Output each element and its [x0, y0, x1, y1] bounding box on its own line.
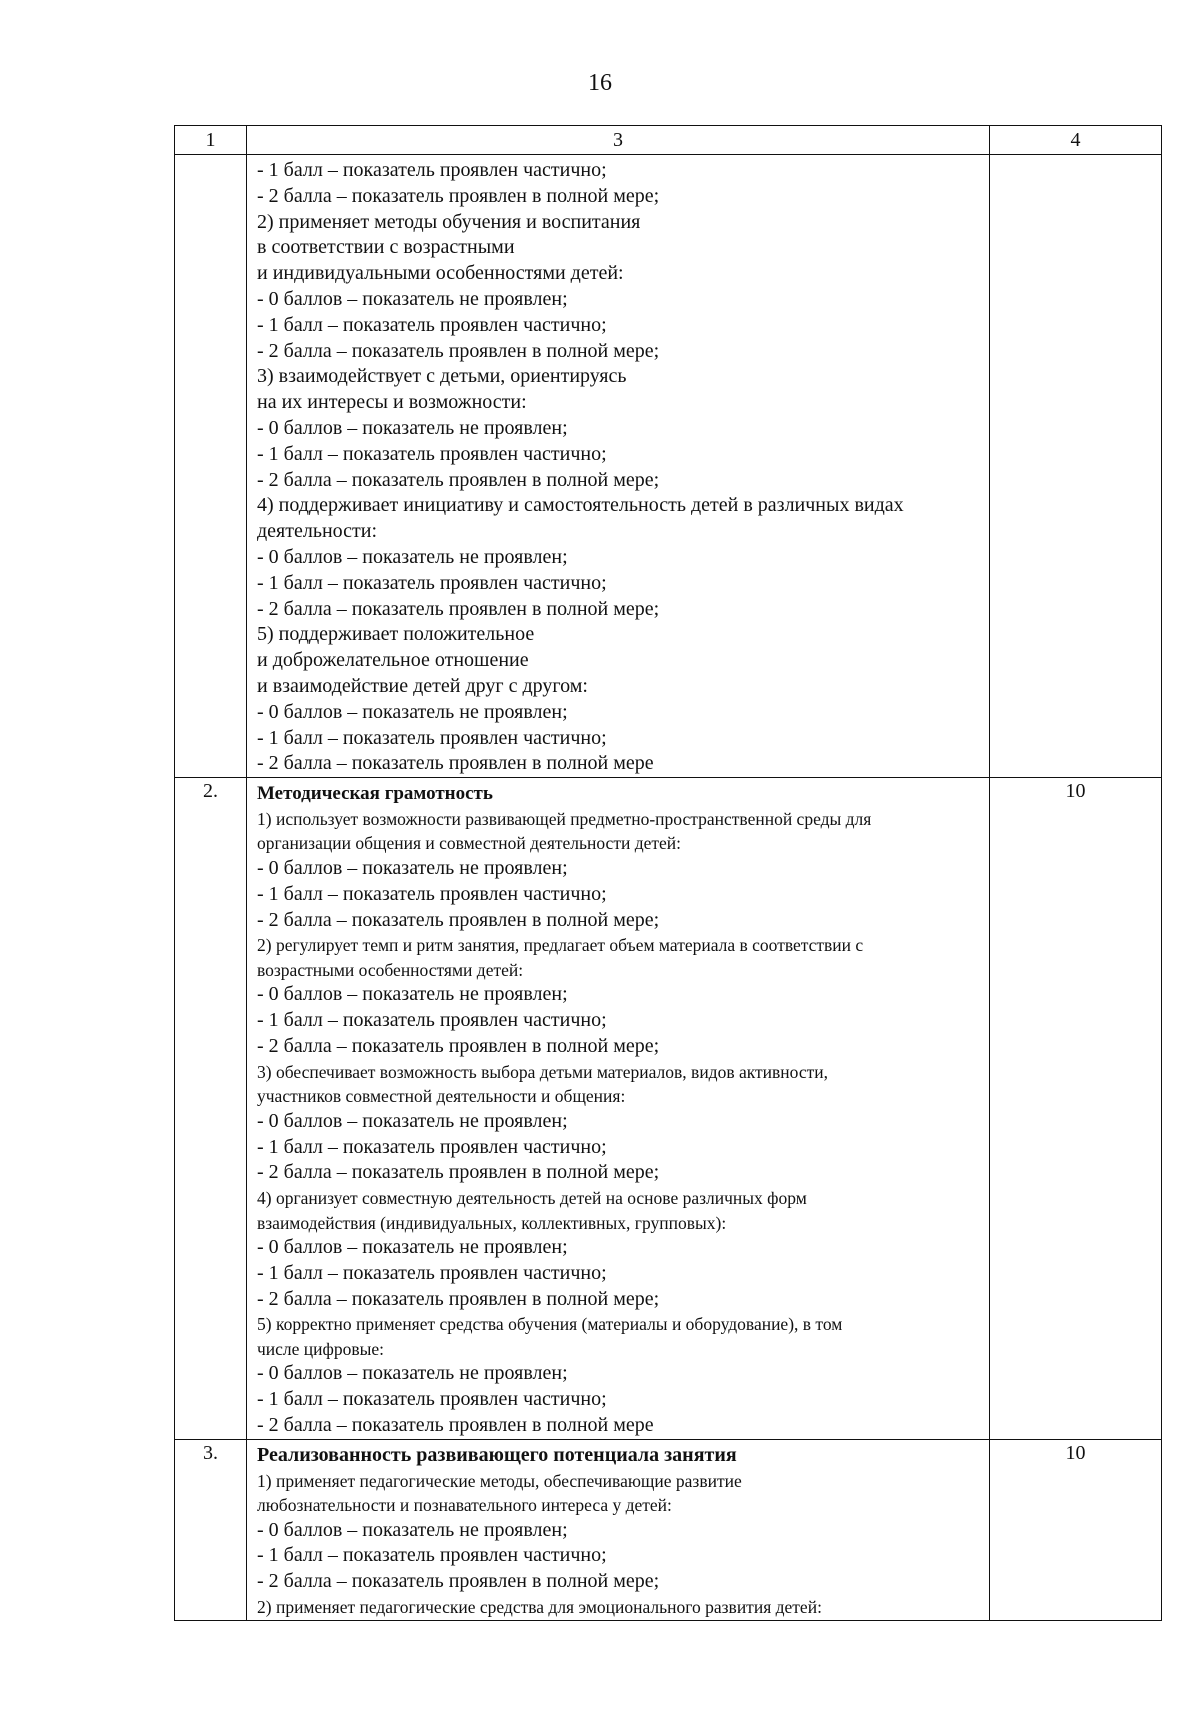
criterion-line: - 0 баллов – показатель не проявлен; [257, 983, 568, 1006]
row-number [175, 155, 247, 778]
criteria-lines [247, 778, 989, 1439]
table-row [175, 155, 1162, 778]
criteria-lines [247, 155, 989, 777]
criterion-line: - 1 балл – показатель проявлен частично; [257, 313, 607, 336]
criterion-line: - 0 баллов – показатель не проявлен; [257, 416, 568, 439]
criterion-line: 4) поддерживает инициативу и самостоятельность детей в различных видах [257, 494, 904, 517]
max-score [990, 155, 1162, 778]
criterion-line: - 2 балла – показатель проявлен в полной мере; [257, 1570, 660, 1593]
row-number: 2. [175, 778, 247, 1440]
criterion-line: - 0 баллов – показатель не проявлен; [257, 1362, 568, 1385]
criterion-line: - 2 балла – показатель проявлен в полной мере; [257, 468, 660, 491]
criteria-cell [247, 155, 990, 778]
criterion-line: - 1 балл – показатель проявлен частично; [257, 442, 607, 465]
criterion-line: возрастными особенностями детей: [257, 959, 524, 980]
criterion-line: - 2 балла – показатель проявлен в полной мере; [257, 1034, 660, 1057]
criterion-line: - 1 балл – показатель проявлен частично; [257, 1261, 607, 1284]
max-score: 10 [990, 1439, 1162, 1620]
criterion-line: 2) применяет педагогические средства для эмоционального развития детей: [257, 1597, 822, 1618]
table-row [175, 1439, 1162, 1620]
table-row [175, 778, 1162, 1440]
criterion-line: - 2 балла – показатель проявлен в полной мере; [257, 908, 660, 931]
criteria-cell [247, 778, 990, 1440]
criterion-heading: Методическая грамотность [257, 783, 493, 805]
criterion-line: - 0 баллов – показатель не проявлен; [257, 700, 568, 723]
header-col-4: 4 [990, 126, 1162, 155]
criterion-line: - 2 балла – показатель проявлен в полной мере; [257, 1161, 660, 1184]
criteria-table [174, 125, 1162, 1621]
criteria-lines [247, 1440, 989, 1620]
criterion-line: 1) использует возможности развивающей предметно-пространственной среды для [257, 808, 872, 829]
criterion-line: взаимодействия (индивидуальных, коллективных, групповых): [257, 1212, 727, 1233]
criterion-line: - 1 балл – показатель проявлен частично; [257, 1009, 607, 1032]
criterion-line: числе цифровые: [257, 1338, 385, 1359]
criterion-line: - 1 балл – показатель проявлен частично; [257, 726, 607, 749]
header-col-3: 3 [247, 126, 990, 155]
criterion-line: - 0 баллов – показатель не проявлен; [257, 856, 568, 879]
criterion-line: - 2 балла – показатель проявлен в полной мере; [257, 184, 660, 207]
criterion-line: и индивидуальными особенностями детей: [257, 262, 624, 285]
criterion-line: 1) применяет педагогические методы, обеспечивающие развитие [257, 1470, 742, 1491]
row-number: 3. [175, 1439, 247, 1620]
criterion-line: и доброжелательное отношение [257, 649, 529, 672]
criterion-line: - 0 баллов – показатель не проявлен; [257, 1109, 568, 1132]
page-number: 16 [588, 70, 612, 96]
header-col-1: 1 [175, 126, 247, 155]
criterion-line: - 1 балл – показатель проявлен частично; [257, 1135, 607, 1158]
criterion-line: - 1 балл – показатель проявлен частично; [257, 1388, 607, 1411]
criterion-line: - 0 баллов – показатель не проявлен; [257, 287, 568, 310]
table-header-row [175, 126, 1162, 155]
criterion-line: 2) применяет методы обучения и воспитания [257, 210, 641, 233]
criterion-line: 2) регулирует темп и ритм занятия, предлагает объем материала в соответствии с [257, 935, 864, 956]
criterion-line: 4) организует совместную деятельность детей на основе различных форм [257, 1188, 807, 1209]
criterion-heading: Реализованность развивающего потенциала занятия [257, 1443, 737, 1466]
criterion-line: - 2 балла – показатель проявлен в полной мере; [257, 339, 660, 362]
criterion-line: - 1 балл – показатель проявлен частично; [257, 1544, 607, 1567]
criterion-line: - 1 балл – показатель проявлен частично; [257, 882, 607, 905]
criterion-line: - 2 балла – показатель проявлен в полной мере; [257, 597, 660, 620]
criterion-line: - 2 балла – показатель проявлен в полной мере [257, 1414, 654, 1437]
criterion-line: на их интересы и возможности: [257, 391, 527, 414]
criterion-line: в соответствии с возрастными [257, 236, 515, 259]
criterion-line: - 0 баллов – показатель не проявлен; [257, 1518, 568, 1541]
criterion-line: организации общения и совместной деятельности детей: [257, 833, 682, 854]
criterion-line: деятельности: [257, 520, 378, 543]
criterion-line: 3) взаимодействует с детьми, ориентируясь [257, 365, 627, 388]
criterion-line: - 0 баллов – показатель не проявлен; [257, 1236, 568, 1259]
criterion-line: - 0 баллов – показатель не проявлен; [257, 545, 568, 568]
criterion-line: участников совместной деятельности и общения: [257, 1086, 626, 1107]
criterion-line: - 1 балл – показатель проявлен частично; [257, 159, 607, 181]
criterion-line: 5) корректно применяет средства обучения (материалы и оборудование), в том [257, 1314, 843, 1335]
criterion-line: любознательности и познавательного интереса у детей: [257, 1495, 672, 1516]
criteria-cell [247, 1439, 990, 1620]
max-score: 10 [990, 778, 1162, 1440]
criterion-line: 3) обеспечивает возможность выбора детьми материалов, видов активности, [257, 1061, 828, 1082]
criterion-line: - 2 балла – показатель проявлен в полной мере; [257, 1287, 660, 1310]
criterion-line: - 2 балла – показатель проявлен в полной мере [257, 752, 654, 775]
criterion-line: 5) поддерживает положительное [257, 623, 535, 646]
criterion-line: и взаимодействие детей друг с другом: [257, 674, 588, 697]
criterion-line: - 1 балл – показатель проявлен частично; [257, 571, 607, 594]
